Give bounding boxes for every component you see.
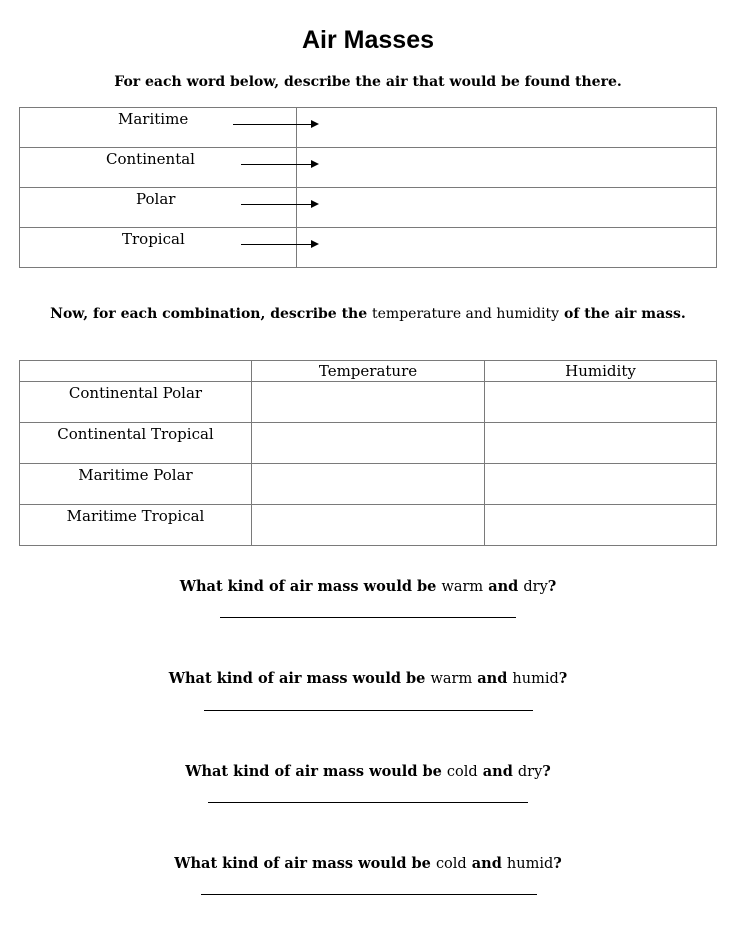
table-row bbox=[20, 423, 717, 464]
word-answer-cell[interactable] bbox=[297, 228, 717, 268]
humidity-cell[interactable] bbox=[485, 464, 717, 505]
word-answer-cell[interactable] bbox=[297, 148, 717, 188]
word-row bbox=[20, 228, 717, 268]
question-warm-dry: What kind of air mass would be warm and dry? bbox=[179, 578, 557, 595]
question-cold-dry: What kind of air mass would be cold and dry? bbox=[185, 763, 551, 780]
column-header-humidity: Humidity bbox=[485, 361, 717, 382]
temperature-cell[interactable] bbox=[252, 464, 485, 505]
word-row bbox=[20, 148, 717, 188]
answer-line[interactable] bbox=[201, 894, 537, 895]
word-label: Continental bbox=[106, 150, 195, 168]
worksheet-title: Air Masses bbox=[301, 26, 435, 54]
table-row bbox=[20, 464, 717, 505]
question-warm-humid: What kind of air mass would be warm and humid? bbox=[168, 670, 568, 687]
table-row bbox=[20, 505, 717, 546]
arrow-icon bbox=[241, 204, 317, 205]
arrow-icon bbox=[241, 244, 317, 245]
answer-line[interactable] bbox=[204, 710, 533, 711]
combination-table bbox=[19, 360, 717, 546]
word-answer-cell[interactable] bbox=[297, 188, 717, 228]
word-row bbox=[20, 108, 717, 148]
word-label: Maritime bbox=[118, 110, 189, 128]
word-label: Tropical bbox=[122, 230, 185, 248]
word-row bbox=[20, 188, 717, 228]
word-label: Polar bbox=[136, 190, 176, 208]
instruction-combinations: Now, for each combination, describe the temperature and humidity of the air mass. bbox=[50, 306, 686, 322]
answer-line[interactable] bbox=[208, 802, 528, 803]
word-answer-cell[interactable] bbox=[297, 108, 717, 148]
row-label: Maritime Polar bbox=[20, 464, 252, 505]
humidity-cell[interactable] bbox=[485, 423, 717, 464]
question-cold-humid: What kind of air mass would be cold and humid? bbox=[174, 855, 562, 872]
instruction-words: For each word below, describe the air that would be found there. bbox=[114, 74, 622, 90]
temperature-cell[interactable] bbox=[252, 423, 485, 464]
row-label: Continental Polar bbox=[20, 382, 252, 423]
column-header-temperature: Temperature bbox=[252, 361, 485, 382]
humidity-cell[interactable] bbox=[485, 382, 717, 423]
header-row bbox=[20, 361, 717, 382]
word-description-table bbox=[19, 107, 717, 268]
arrow-icon bbox=[241, 164, 317, 165]
humidity-cell[interactable] bbox=[485, 505, 717, 546]
table-row bbox=[20, 382, 717, 423]
temperature-cell[interactable] bbox=[252, 382, 485, 423]
arrow-icon bbox=[233, 124, 317, 125]
answer-line[interactable] bbox=[220, 617, 516, 618]
temperature-cell[interactable] bbox=[252, 505, 485, 546]
row-label: Continental Tropical bbox=[20, 423, 252, 464]
row-label: Maritime Tropical bbox=[20, 505, 252, 546]
